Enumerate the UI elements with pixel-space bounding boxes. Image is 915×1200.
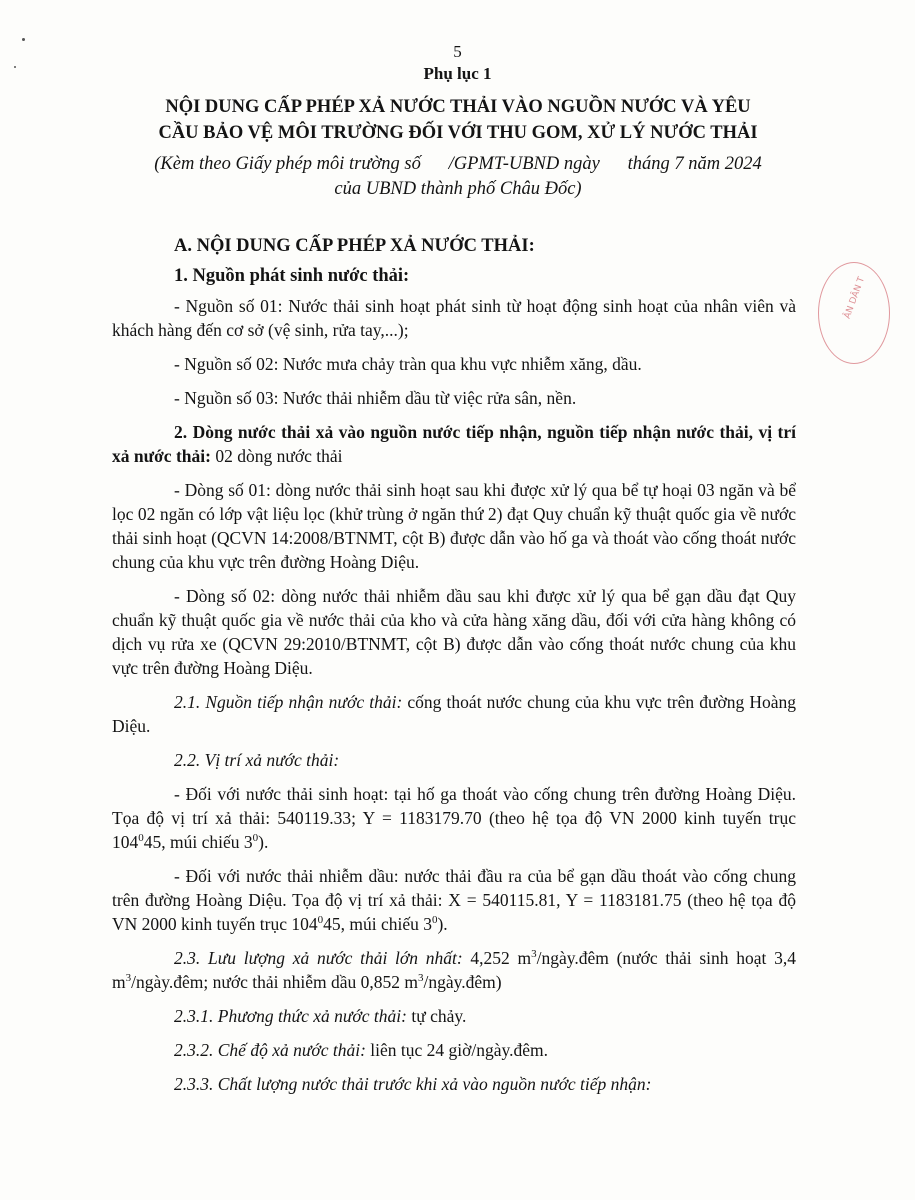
text-run: 4,252 m xyxy=(462,948,532,968)
subsection-2-2 xyxy=(112,748,796,772)
subtitle-line: của UBND thành phố Châu Đốc) xyxy=(334,179,582,199)
text-run: /ngày.đêm) xyxy=(423,972,502,992)
section-1-heading: 1. Nguồn phát sinh nước thải: xyxy=(174,266,410,286)
section-2-heading-tail: 02 dòng nước thải xyxy=(210,446,343,466)
subsection-label: 2.3.1. Phương thức xả nước thải: xyxy=(174,1006,407,1026)
text-run: ). xyxy=(258,832,269,852)
text-run: ). xyxy=(437,914,448,934)
title-line: CẦU BẢO VỆ MÔI TRƯỜNG ĐỐI VỚI THU GOM, XỬ LÝ NƯỚC THẢI xyxy=(158,123,758,143)
superscript: 0 xyxy=(431,914,438,927)
text-run: 45, múi chiếu 3 xyxy=(323,914,432,934)
subsection-2-3-1 xyxy=(112,1004,796,1028)
source-item: - Nguồn số 03: Nước thải nhiễm dầu từ việc rửa sân, nền. xyxy=(174,388,577,408)
text-run: - Đối với nước thải sinh hoạt: tại hố ga thoát vào cống chung trên đường Hoàng Diệu. Tọa độ vị trí xả thải: 540119.33; Y = 1183179.70 (theo hệ tọa độ VN 2000 kinh tuyến trục 104 xyxy=(112,784,796,852)
section-2-heading-bold: 2. Dòng nước thải xả vào nguồn nước tiếp nhận, nguồn tiếp nhận nước thải, vị trí xả nước thải: xyxy=(112,422,796,466)
scan-speck xyxy=(22,38,25,41)
document-title xyxy=(108,94,808,146)
text-run: - Đối với nước thải nhiễm dầu: nước thải đầu ra của bể gạn dầu thoát vào cống chung trên đường Hoàng Diệu. Tọa độ vị trí xả thải: X = 540115.81, Y = 1183181.75 (theo hệ tọa độ VN 2000 kinh tuyến trục 104 xyxy=(112,866,796,934)
seal-text: ÂN DÂN T xyxy=(842,275,868,321)
stream-item: - Dòng số 02: dòng nước thải nhiễm dầu sau khi được xử lý qua bể gạn dầu đạt Quy chuẩn kỹ thuật quốc gia về nước thải của kho và cửa hàng xăng dầu, đối với cửa hàng không có dịch vụ rửa xe (QCVN 29:2010/BTNMT, cột B) được dẫn vào cống thoát nước chung của khu vực trên đường Hoàng Diệu. xyxy=(112,586,796,678)
source-item: - Nguồn số 02: Nước mưa chảy tràn qua khu vực nhiễm xăng, dầu. xyxy=(174,354,642,374)
superscript: 0 xyxy=(138,832,144,845)
subsection-text: liên tục 24 giờ/ngày.đêm. xyxy=(365,1040,549,1060)
text-run: /ngày.đêm (nước thải sinh hoạt 3,4 m xyxy=(112,948,796,992)
subtitle-line: (Kèm theo Giấy phép môi trường số /GPMT-UBND ngày tháng 7 năm 2024 xyxy=(154,154,762,174)
superscript: 3 xyxy=(531,948,537,961)
appendix-label: Phụ lục 1 xyxy=(423,64,492,83)
section-2-heading xyxy=(112,420,796,468)
text-run: /ngày.đêm; nước thải nhiễm dầu 0,852 m xyxy=(131,972,418,992)
page-number: 5 xyxy=(453,42,462,61)
stream-item: - Dòng số 01: dòng nước thải sinh hoạt sau khi được xử lý qua bể tự hoại 03 ngăn và bể lọc 02 ngăn có lớp vật liệu lọc (khử trùng ở ngăn thứ 2) đạt Quy chuẩn kỹ thuật quốc gia về nước thải sinh hoạt (QCVN 14:2008/BTNMT, cột B) được dẫn vào hố ga và thoát vào cống thoát nước chung của khu vực trên đường Hoàng Diệu. xyxy=(112,480,796,572)
subsection-label: 2.3.3. Chất lượng nước thải trước khi xả vào nguồn nước tiếp nhận: xyxy=(174,1074,652,1094)
subsection-label: 2.3.2. Chế độ xả nước thải: xyxy=(174,1040,366,1060)
superscript: 0 xyxy=(317,914,324,927)
subsection-2-1 xyxy=(112,690,796,738)
source-item: - Nguồn số 01: Nước thải sinh hoạt phát sinh từ hoạt động sinh hoạt của nhân viên và khách hàng đến cơ sở (vệ sinh, rửa tay,...); xyxy=(112,296,796,340)
text-run: 45, múi chiếu 3 xyxy=(143,832,253,852)
superscript: 0 xyxy=(252,832,259,845)
subsection-label: 2.1. Nguồn tiếp nhận nước thải: xyxy=(174,692,403,712)
subsection-text: tự chảy. xyxy=(406,1006,467,1026)
title-line: NỘI DUNG CẤP PHÉP XẢ NƯỚC THẢI VÀO NGUỒN NƯỚC VÀ YÊU xyxy=(165,97,751,117)
subsection-text: cống thoát nước chung của khu vực trên đường Hoàng Diệu. xyxy=(112,692,797,736)
subsection-label: 2.3. Lưu lượng xả nước thải lớn nhất: xyxy=(174,948,463,968)
superscript: 3 xyxy=(125,972,132,985)
subsection-2-3 xyxy=(112,946,796,994)
discharge-location-oily xyxy=(112,864,796,936)
document-subtitle xyxy=(108,152,808,202)
red-seal-stamp xyxy=(818,262,890,364)
superscript: 3 xyxy=(417,972,424,985)
subsection-2-3-2 xyxy=(112,1038,796,1062)
section-a-heading: A. NỘI DUNG CẤP PHÉP XẢ NƯỚC THẢI: xyxy=(174,236,535,256)
discharge-location-domestic xyxy=(112,782,796,854)
subsection-2-3-3 xyxy=(112,1072,796,1096)
document-body xyxy=(112,234,796,1106)
subsection-label: 2.2. Vị trí xả nước thải: xyxy=(174,750,340,770)
